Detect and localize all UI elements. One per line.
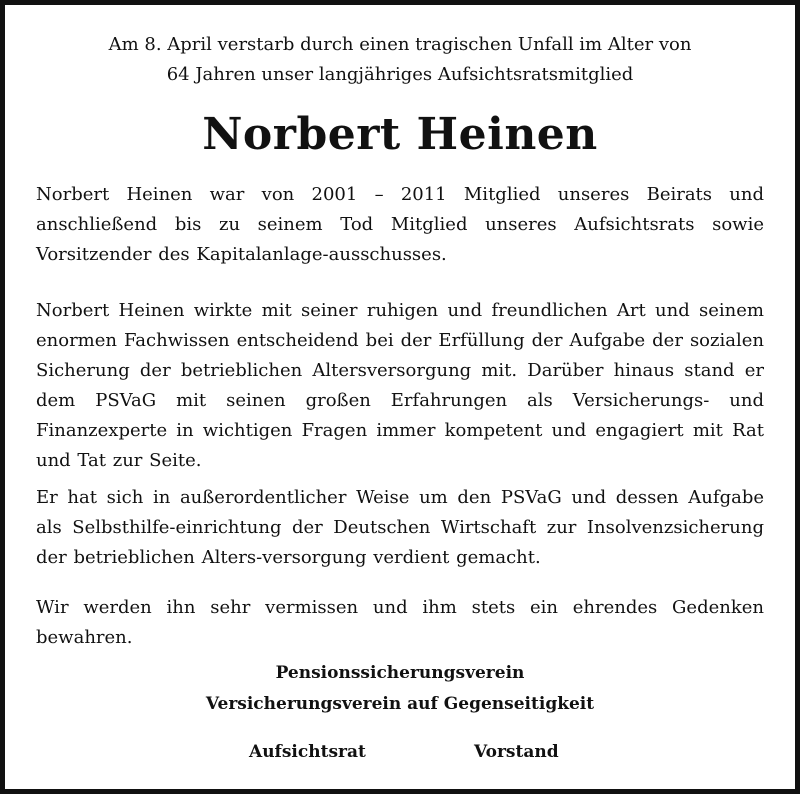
paragraph-membership: Norbert Heinen war von 2001 – 2011 Mitglied unseres Beirats und anschließend bis zu seinem Tod Mitglied unseres Aufsichtsrats sowie Vorsitzender des Kapitalanlage-ausschusses. xyxy=(36,184,764,265)
organization-name: Pensionssicherungsverein xyxy=(275,663,525,683)
paragraph-remembrance: Wir werden ihn sehr vermissen und ihm stets ein ehrendes Gedenken bewahren. xyxy=(36,597,764,648)
deceased-name: Norbert Heinen xyxy=(202,109,598,160)
organization-legal-form: Versicherungsverein auf Gegenseitigkeit xyxy=(205,694,595,714)
signatory-executive-board: Vorstand xyxy=(474,742,559,762)
intro-text xyxy=(20,30,780,90)
intro-line-2: 64 Jahren unser langjähriges Aufsichtsratsmitglied xyxy=(166,64,634,85)
signatory-supervisory-board: Aufsichtsrat xyxy=(249,742,366,762)
paragraph-merit: Er hat sich in außerordentlicher Weise um den PSVaG und dessen Aufgabe als Selbsthilfe-einrichtung der Deutschen Wirtschaft zur Insolvenzsicherung der betrieblichen Alters-versorgung verdient gemacht. xyxy=(36,487,764,568)
paragraph-contribution: Norbert Heinen wirkte mit seiner ruhigen und freundlichen Art und seinem enormen Fachwissen entscheidend bei der Erfüllung der Aufgabe der sozialen Sicherung der betrieblichen Altersversorgung mit. Darüber hinaus stand er dem PSVaG mit seinen großen Erfahrungen als Versicherungs- und Finanzexperte in wichtigen Fragen immer kompetent und engagiert mit Rat und Tat zur Seite. xyxy=(36,300,764,471)
intro-line-1: Am 8. April verstarb durch einen tragischen Unfall im Alter von xyxy=(108,34,692,55)
